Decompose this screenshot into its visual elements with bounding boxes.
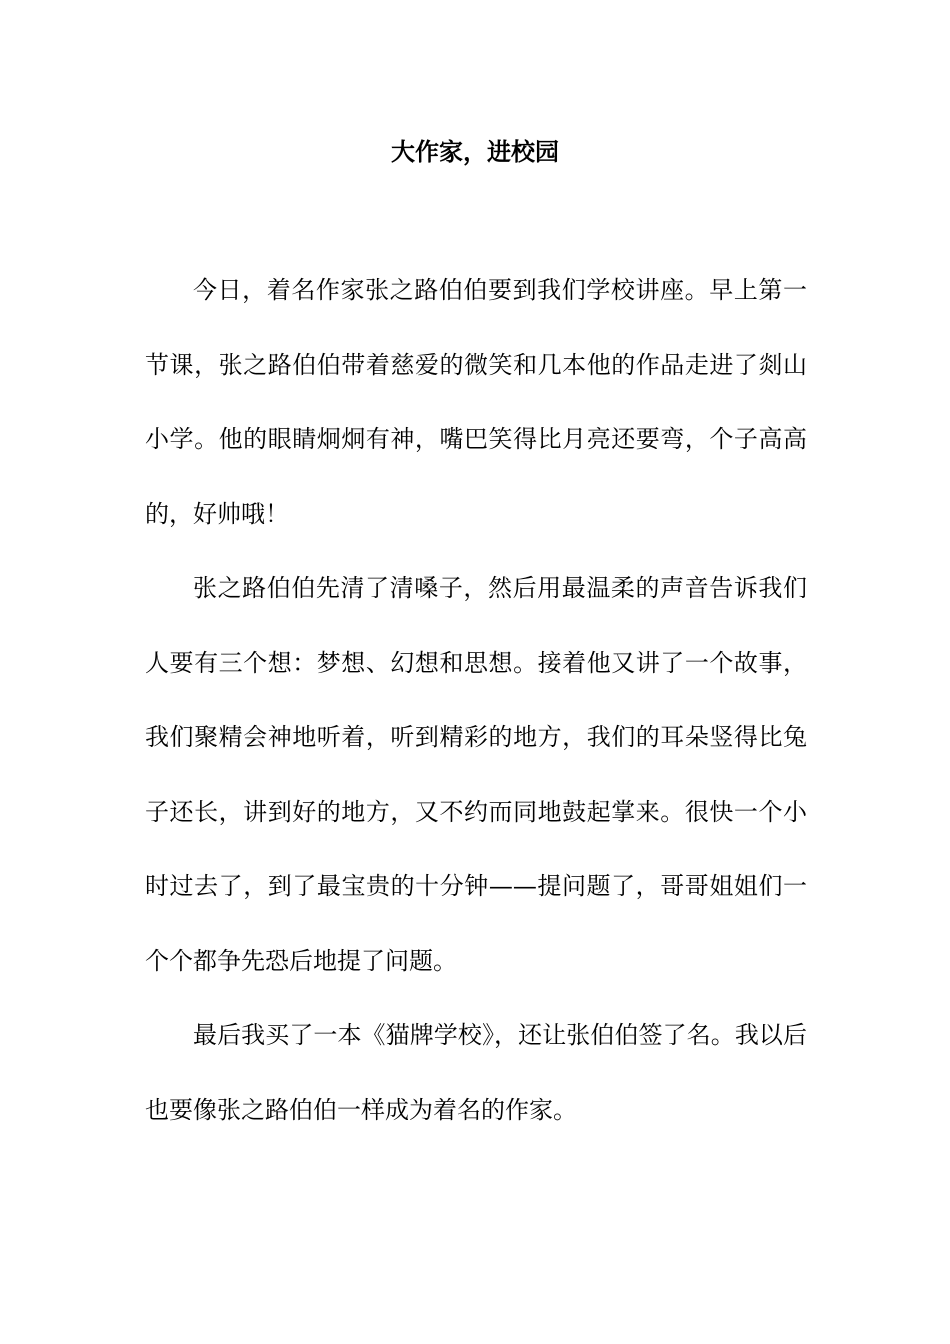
document-title: 大作家，进校园 <box>391 137 559 166</box>
document-body <box>145 253 807 1147</box>
paragraph-1: 今日，着名作家张之路伯伯要到我们学校讲座。早上第一节课，张之路伯伯带着慈爱的微笑和几本他的作品走进了剡山小学。他的眼睛炯炯有神，嘴巴笑得比月亮还要弯，个子高高的，好帅哦！ <box>145 276 807 528</box>
paragraph-2: 张之路伯伯先清了清嗓子，然后用最温柔的声音告诉我们人要有三个想：梦想、幻想和思想。接着他又讲了一个故事，我们聚精会神地听着，听到精彩的地方，我们的耳朵竖得比兔子还长，讲到好的地方，又不约而同地鼓起掌来。很快一个小时过去了，到了最宝贵的十分钟——提问题了，哥哥姐姐们一个个都争先恐后地提了问题。 <box>145 574 807 975</box>
paragraph-3: 最后我买了一本《猫牌学校》，还让张伯伯签了名。我以后也要像张之路伯伯一样成为着名的作家。 <box>145 1021 807 1124</box>
